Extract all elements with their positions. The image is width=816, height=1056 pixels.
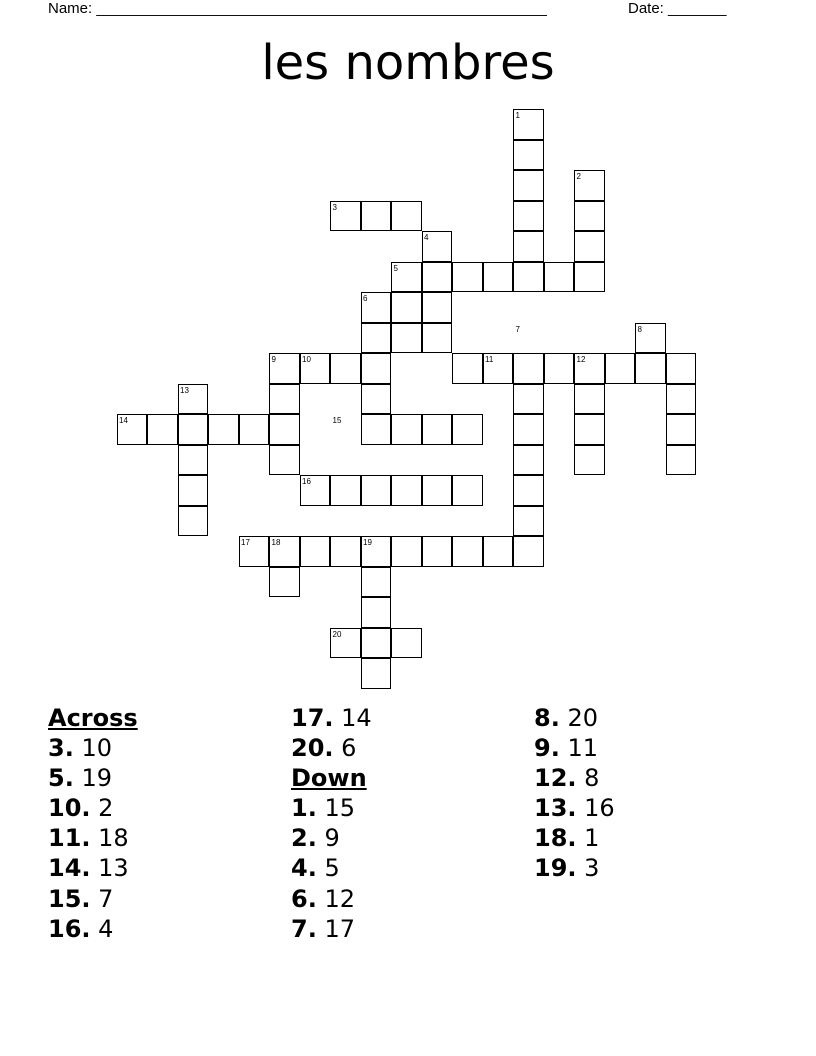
- clue-item: [291, 733, 372, 763]
- grid-cell[interactable]: [178, 475, 209, 506]
- grid-cell[interactable]: [452, 262, 483, 293]
- grid-cell[interactable]: [513, 262, 544, 293]
- clue-item-number: 13.: [534, 794, 577, 823]
- clue-item-text: 3: [584, 854, 600, 883]
- clue-item: [48, 793, 138, 823]
- grid-cell[interactable]: [361, 475, 392, 506]
- grid-cell[interactable]: [361, 201, 392, 232]
- clue-item-number: 19.: [534, 854, 577, 883]
- clue-item: [534, 793, 615, 823]
- clue-item-text: 8: [584, 764, 600, 793]
- grid-cell[interactable]: [269, 567, 300, 598]
- clue-item-text: 10: [81, 734, 113, 763]
- clue-item-text: 9: [324, 824, 340, 853]
- grid-cell[interactable]: [391, 414, 422, 445]
- grid-cell[interactable]: [269, 445, 300, 476]
- clue-number-label: 14: [119, 416, 128, 425]
- grid-cell[interactable]: [147, 414, 178, 445]
- grid-cell[interactable]: [422, 262, 453, 293]
- grid-cell[interactable]: [452, 353, 483, 384]
- clue-item-text: 15: [324, 794, 356, 823]
- clue-item-text: 14: [341, 704, 372, 732]
- grid-cell[interactable]: [452, 475, 483, 506]
- grid-cell[interactable]: [666, 445, 697, 476]
- clue-item-number: 15.: [48, 884, 91, 913]
- clue-item: [291, 703, 372, 733]
- grid-cell[interactable]: [269, 414, 300, 445]
- grid-cell[interactable]: [361, 597, 392, 628]
- clue-item: [534, 853, 615, 883]
- clue-item-number: 6.: [291, 884, 317, 913]
- grid-cell[interactable]: [574, 201, 605, 232]
- date-field-label: Date: _______: [628, 0, 727, 17]
- clue-item-number: 11.: [48, 824, 91, 853]
- grid-cell[interactable]: [513, 201, 544, 232]
- grid-cell[interactable]: [605, 353, 636, 384]
- grid-cell[interactable]: [178, 414, 209, 445]
- clue-item-text: 16: [584, 794, 615, 823]
- grid-cell[interactable]: [452, 536, 483, 567]
- clue-number-label: 18: [271, 538, 281, 547]
- grid-cell[interactable]: [513, 231, 544, 262]
- clue-item-number: 1.: [291, 794, 317, 823]
- grid-cell[interactable]: [483, 536, 514, 567]
- grid-cell[interactable]: [544, 353, 575, 384]
- clue-item-number: 18.: [534, 824, 577, 853]
- grid-cell[interactable]: [361, 567, 392, 598]
- clue-item-number: 5.: [48, 764, 74, 793]
- name-field-label: Name: ______________________________________________________: [48, 0, 547, 17]
- clue-item-number: 12.: [534, 764, 577, 793]
- clue-item-text: 19: [81, 764, 113, 793]
- clue-item-number: 20.: [291, 734, 334, 763]
- clue-number-label: 11: [485, 355, 494, 364]
- grid-cell[interactable]: [513, 536, 544, 567]
- clue-item: [48, 763, 138, 793]
- grid-cell[interactable]: [391, 475, 422, 506]
- grid-cell[interactable]: [300, 536, 331, 567]
- clue-item-text: 13: [98, 854, 129, 883]
- clue-item-number: 9.: [534, 734, 560, 763]
- clue-number-label: 3: [332, 202, 337, 212]
- clue-item-text: 20: [567, 704, 599, 732]
- grid-cell[interactable]: [330, 475, 361, 506]
- clue-item: [291, 853, 372, 883]
- grid-cell[interactable]: [361, 384, 392, 415]
- clue-item-number: 3.: [48, 734, 74, 763]
- grid-cell[interactable]: [361, 658, 392, 689]
- clue-number-label: 1: [515, 111, 520, 120]
- clue-column: [291, 703, 372, 944]
- clue-item: [48, 914, 138, 944]
- page-title: les nombres: [261, 35, 555, 91]
- clue-item: [534, 703, 615, 733]
- grid-cell[interactable]: [330, 353, 361, 384]
- grid-cell[interactable]: [513, 414, 544, 445]
- grid-cell[interactable]: [422, 475, 453, 506]
- clue-number-label: 20: [332, 629, 342, 639]
- clue-item-number: 8.: [534, 704, 560, 732]
- grid-cell[interactable]: [361, 323, 392, 354]
- clue-item-text: 4: [98, 914, 114, 943]
- grid-cell[interactable]: [666, 384, 697, 415]
- clue-number-label: 13: [180, 385, 189, 395]
- grid-cell[interactable]: [391, 536, 422, 567]
- clue-item-number: 7.: [291, 914, 317, 943]
- grid-cell[interactable]: [574, 445, 605, 476]
- clue-item: [534, 823, 615, 853]
- grid-cell[interactable]: [361, 414, 392, 445]
- grid-cell[interactable]: [513, 140, 544, 171]
- grid-cell[interactable]: [513, 506, 544, 537]
- grid-cell[interactable]: [391, 292, 422, 323]
- clue-number-label: 5: [393, 263, 398, 273]
- clue-item: [48, 823, 138, 853]
- grid-cell[interactable]: [513, 170, 544, 201]
- clue-item-number: 4.: [291, 854, 317, 883]
- clue-item-text: 12: [324, 884, 356, 913]
- clue-column: [534, 703, 615, 884]
- grid-cell[interactable]: [239, 414, 270, 445]
- clue-item-text: 18: [98, 824, 129, 853]
- clue-number-label: 17: [241, 538, 250, 547]
- grid-cell[interactable]: [513, 353, 544, 384]
- clue-item: [48, 853, 138, 883]
- grid-cell[interactable]: [574, 414, 605, 445]
- clue-item-text: 5: [324, 854, 340, 883]
- clue-item: [534, 763, 615, 793]
- clue-number-label: 8: [637, 324, 642, 334]
- clue-item: [291, 823, 372, 853]
- grid-cell[interactable]: [178, 445, 209, 476]
- clue-item: [48, 884, 138, 914]
- clue-item-number: 16.: [48, 914, 91, 943]
- clue-heading: Down: [291, 764, 367, 793]
- grid-cell[interactable]: [391, 201, 422, 232]
- grid-cell[interactable]: [391, 628, 422, 659]
- clue-item-number: 14.: [48, 854, 91, 883]
- clue-item-text: 6: [341, 734, 357, 763]
- clue-item-text: 2: [98, 794, 114, 823]
- clue-number-label: 9: [271, 355, 276, 364]
- clue-number-label: 4: [424, 233, 429, 242]
- clue-number-label: 10: [302, 355, 311, 364]
- grid-cell[interactable]: [513, 475, 544, 506]
- grid-cell[interactable]: [544, 262, 575, 293]
- grid-cell[interactable]: [666, 414, 697, 445]
- clue-column: [48, 703, 138, 944]
- grid-cell[interactable]: [269, 384, 300, 415]
- clue-number-label: 12: [576, 355, 586, 364]
- grid-cell[interactable]: [635, 353, 666, 384]
- clue-heading: Across: [48, 704, 138, 732]
- clue-item-text: 7: [98, 884, 114, 913]
- clue-item-number: 2.: [291, 824, 317, 853]
- clue-number-label: 19: [363, 538, 372, 547]
- grid-cell[interactable]: [208, 414, 239, 445]
- grid-cell[interactable]: [574, 262, 605, 293]
- grid-cell[interactable]: [666, 353, 697, 384]
- grid-cell[interactable]: [574, 231, 605, 262]
- grid-cell[interactable]: [483, 262, 514, 293]
- clue-number-label: 2: [576, 172, 581, 181]
- grid-cell[interactable]: [422, 414, 453, 445]
- clue-item-text: 17: [324, 914, 356, 943]
- grid-cell[interactable]: [178, 506, 209, 537]
- clue-item-number: 10.: [48, 794, 91, 823]
- grid-cell[interactable]: [391, 323, 422, 354]
- grid-cell[interactable]: [361, 628, 392, 659]
- grid-cell[interactable]: [513, 384, 544, 415]
- grid-cell[interactable]: [422, 536, 453, 567]
- grid-cell[interactable]: [574, 384, 605, 415]
- grid-cell[interactable]: [422, 292, 453, 323]
- clue-number-label: 15: [332, 416, 342, 425]
- clue-item: [291, 914, 372, 944]
- clue-number-label: 16: [302, 477, 311, 486]
- grid-cell[interactable]: [330, 536, 361, 567]
- clue-number-label: 7: [515, 324, 520, 334]
- clue-item-number: 17.: [291, 704, 334, 732]
- clue-item: [48, 733, 138, 763]
- grid-cell[interactable]: [422, 323, 453, 354]
- clue-item-text: 11: [567, 734, 599, 763]
- clue-item-text: 1: [584, 824, 600, 853]
- clue-item: [291, 884, 372, 914]
- grid-cell[interactable]: [361, 353, 392, 384]
- grid-cell[interactable]: [513, 445, 544, 476]
- clue-number-label: 6: [363, 294, 368, 303]
- grid-cell[interactable]: [452, 414, 483, 445]
- clue-item: [534, 733, 615, 763]
- clue-item: [291, 793, 372, 823]
